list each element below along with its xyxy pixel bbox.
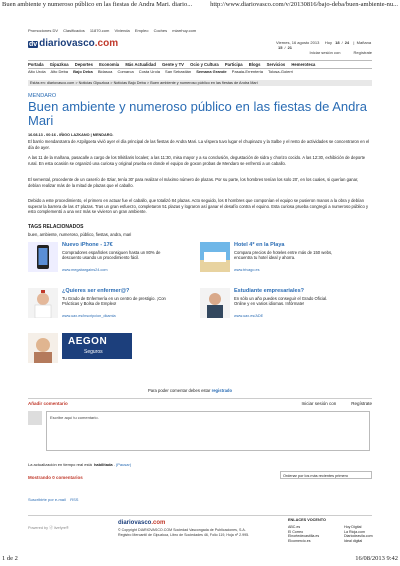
subnav-item[interactable]: Semana Grande [196,69,227,74]
top-link[interactable]: Clasificados [63,28,85,33]
enlaces-col [344,525,373,543]
nav-item[interactable]: Participa [224,62,243,67]
avatar [28,411,42,425]
article-paragraph: El barrio mendarotarra de Azpilgoeta vivió ayer el día principal de las fiestas de Andra Mari. La víspera tuvo lugar el chupinazo y la Salbe y el resto de actividades se concentraron en el día de ayer. [28,139,370,150]
subnav-item[interactable]: Comarca [117,69,134,74]
ad-title[interactable]: Nuevo iPhone - 17€ [62,242,113,248]
print-url: http://www.diariovasco.com/v/20130816/bajo-deba/buen-ambiente-nu... [210,1,398,8]
tomorrow-min: 15 [278,45,283,50]
print-header [2,1,398,11]
enlace-link[interactable]: Ideal digital [344,538,363,543]
nurse-icon [28,288,58,318]
copyright: © Copyright DIARIOVASCO.COM Sociedad Vascongada de Publicaciones, S.A. Registro Mercantil de Gipuzkoa, Libro de Sociedades 46, Folio 119, Hoja nº 2.995. [118,528,250,537]
top-link[interactable]: Promociones DV [28,28,59,33]
article-paragraph: Debido a este procedimiento, el primero en actuar fue el caballo, que totalizó 84 plazas. Acto seguido, los 8 hombres que componían el equipo se pusieron manos a la obra y debían superar la barrera de las 47 plazas. Tras un gran esfuerzo, completaron 51 plazas y lograron así ganar el desafío contra el equino. Esta curiosa prueba congregó a numeroso público y esto complementó a una vez más se vivieron un gran ambiente. [28,198,369,214]
aegon-sub: Seguros [84,349,103,355]
webpage [28,20,373,543]
comment-textarea[interactable]: Escribe aquí tu comentario. [46,411,370,451]
ad-card[interactable] [28,288,168,326]
top-links [28,28,200,33]
student-icon [200,288,230,318]
powered-by[interactable]: Powered by ⓓ livefyre® [28,526,69,530]
subnav-item[interactable]: Bidasoa [97,69,113,74]
article-paragraph: A las 11 de la mañana, pasacalle a cargo de los trikitilaris locales; a las 11:30, misa mayor y a su conclusión, degustación de sidra y chorizo cocido. A las 12:30, exhibición de deporte rural. En esta ocasión se organizó una curiosa y original prueba en donde el equipo de goxon probas de Mendaro se enfrentó a un caballo. [28,155,366,166]
top-link[interactable]: Empleo [134,28,149,33]
ad-desc: Tu Grado de Enfermería en un centro de prestigio. ¡Con Prácticas y Bolsa de Empleo! [62,296,166,306]
subnav-item[interactable]: Tolosa-Goierri [267,69,293,74]
ad-title[interactable]: ¿Quieres ser enfermer@? [62,288,130,294]
footer-logo[interactable] [118,520,165,526]
comment-bar [28,398,372,408]
date-weather-bar: Viernes, 16 agosto 2013 Hoy 18 / 24 | Mañana 15 / 21 [276,40,372,50]
logo-tld: .com [94,38,119,49]
article-byline: 16.08.13 - 00:16 - IÑIGO LAZKANO | MENDARO. [28,133,114,137]
aegon-ad-image-icon[interactable] [28,333,58,363]
subnav-item-active[interactable]: Bajo Deba [73,69,93,74]
sort-select[interactable]: Ordenar por los más recientes primero [280,471,372,479]
enlaces-col [288,525,319,543]
comment-login-link[interactable]: Iniciar sesión con [301,401,337,406]
live-state: habilitada [93,462,113,467]
today-min: 18 [335,40,340,45]
logo-badge: dv [29,41,38,48]
comment-register-link[interactable]: Regístrate [351,401,372,406]
ad-url[interactable]: www.trivago.es [234,268,260,272]
footer-logo-tld: .com [151,520,166,526]
comment-count: Mostrando 0 comentarios [28,475,83,480]
footer-logo-name: diariovasco [118,520,152,526]
ad-card[interactable] [200,242,340,280]
comment-login-note [148,388,232,393]
site-footer [28,515,373,543]
nav-item[interactable]: Blogs [248,62,261,67]
subnav-item[interactable]: San Sebastián [165,69,192,74]
enlace-link[interactable]: Diariodeavila.com [344,534,373,538]
nav-item[interactable]: Servicios [266,62,286,67]
iphone-icon [28,242,58,272]
breadcrumb[interactable]: Estás en: diariovasco.com > Noticias Gipuzkoa > Noticias Bajo Deba > Buen ambiente y numeroso público en las fiestas de Andra Mari [28,80,372,86]
top-link[interactable]: 11870.com [89,28,110,33]
pause-link[interactable]: (Pausar) [115,462,132,467]
nav-item[interactable]: Portada [28,62,44,67]
tomorrow-label: Mañana [356,40,372,45]
tags-title: TAGS RELACIONADOS [28,224,84,230]
ad-url[interactable]: www.megabargains24.com [62,268,108,272]
subscribe-email-link[interactable]: Suscribirte por e-mail [28,497,66,502]
register-link[interactable]: Regístrate [353,50,372,55]
rss-link[interactable]: RSS [70,497,79,502]
enlace-link[interactable]: Hoy Digital [344,525,362,529]
nav-item[interactable]: Economía [99,62,120,67]
ad-card[interactable] [28,242,168,280]
ad-title[interactable]: Hotel 4* en la Playa [234,242,285,248]
add-comment-label: Añadir comentario [28,401,68,406]
ad-url[interactable]: www.uax.es/ADE [234,314,264,318]
comment-auth [301,401,372,406]
ad-desc: Compara precios de hoteles entre más de 150 webs, encuentra tu hotel ideal y ahorra. [234,250,333,260]
live-update-status: La actualización en tiempo real está habilitada. (Pausar) [28,462,132,467]
subnav-item[interactable]: Costa Urola [138,69,160,74]
ad-desc: En sólo un año puedes conseguir el Grado Oficial. Online y en varios idiomas. Infórmate! [234,296,328,306]
ad-title[interactable]: Estudiante empresariales? [234,288,305,294]
main-nav [28,60,372,69]
print-title: Buen ambiente y numeroso público en las fiestas de Andra Mari. diario... [2,1,193,8]
ad-url[interactable]: www.uax.es/inscripcion_dkamla [62,314,116,318]
article-headline: Buen ambiente y numeroso público en las fiestas de Andra Mari [28,99,367,128]
tags-list[interactable]: buen, ambiente, numeroso, público, fiestas, andra, mari [28,232,132,237]
subnav-item[interactable]: Alto Deba [50,69,69,74]
login-note-text: Para poder comentar debes estar [148,388,211,393]
login-link[interactable]: Iniciar sesión con [309,50,341,55]
enlace-link[interactable]: El Correo [288,529,304,534]
aegon-name: AEGON [68,336,108,347]
sub-nav [28,69,297,75]
ad-card[interactable] [200,288,340,326]
subnav-item[interactable]: Alto Urola [28,69,46,74]
account-links [298,50,372,55]
enlace-link[interactable]: Elnortedecastilla.es [288,534,320,538]
print-timestamp: 16/08/2013 9:42 [355,555,398,562]
login-note-link[interactable]: registrado [211,388,233,393]
subscribe-links [28,497,78,502]
logo-name: diariovasco [39,38,95,49]
aegon-logo[interactable] [62,333,132,359]
nav-item[interactable]: Hemeroteca [291,62,316,67]
top-link[interactable]: Coches [153,28,168,33]
enlaces-title: ENLACES VOCENTO [288,518,326,522]
nav-item[interactable]: Más Actualidad [125,62,156,67]
nav-item[interactable]: Gente y TV [162,62,184,67]
enlace-link[interactable]: La Rioja.com [344,529,365,534]
current-date: Viernes, 16 agosto 2013 [276,40,320,45]
tomorrow-max: 21 [287,45,293,50]
print-footer [2,555,398,565]
ad-desc: Compradores españoles consiguen hasta un 80% de descuento usando un procedimiento fácil. [62,250,161,260]
enlace-link[interactable]: Elcomercio.es [288,538,311,543]
nav-item[interactable]: Ocio y Cultura [190,62,219,67]
hotel-beach-icon [200,242,230,272]
subnav-item[interactable]: Pasaia-Errenteria [231,69,263,74]
today-label: Hoy [324,40,332,45]
top-link[interactable]: miarrhuy.com [172,28,197,33]
today-max: 24 [344,40,350,45]
page-count: 1 de 2 [2,555,18,562]
site-logo[interactable] [28,38,118,49]
nav-item[interactable]: Gipuzkoa [49,62,69,67]
article-paragraph: El semental, procedente de un caserío de Itziar, tenía 30' para realizar el máximo número de plazas. Por su parte, los hombres tenían los solo 20', en los cuales, si querían ganar, debían realizar más de la mitad de plazas que el caballo. [28,177,359,188]
live-text: La actualización en tiempo real está [28,462,92,467]
nav-item[interactable]: Deportes [74,62,93,67]
section-label: MENDARO [28,93,57,99]
enlace-link[interactable]: ABC.es [288,525,301,529]
top-link[interactable]: Vivienda [114,28,130,33]
